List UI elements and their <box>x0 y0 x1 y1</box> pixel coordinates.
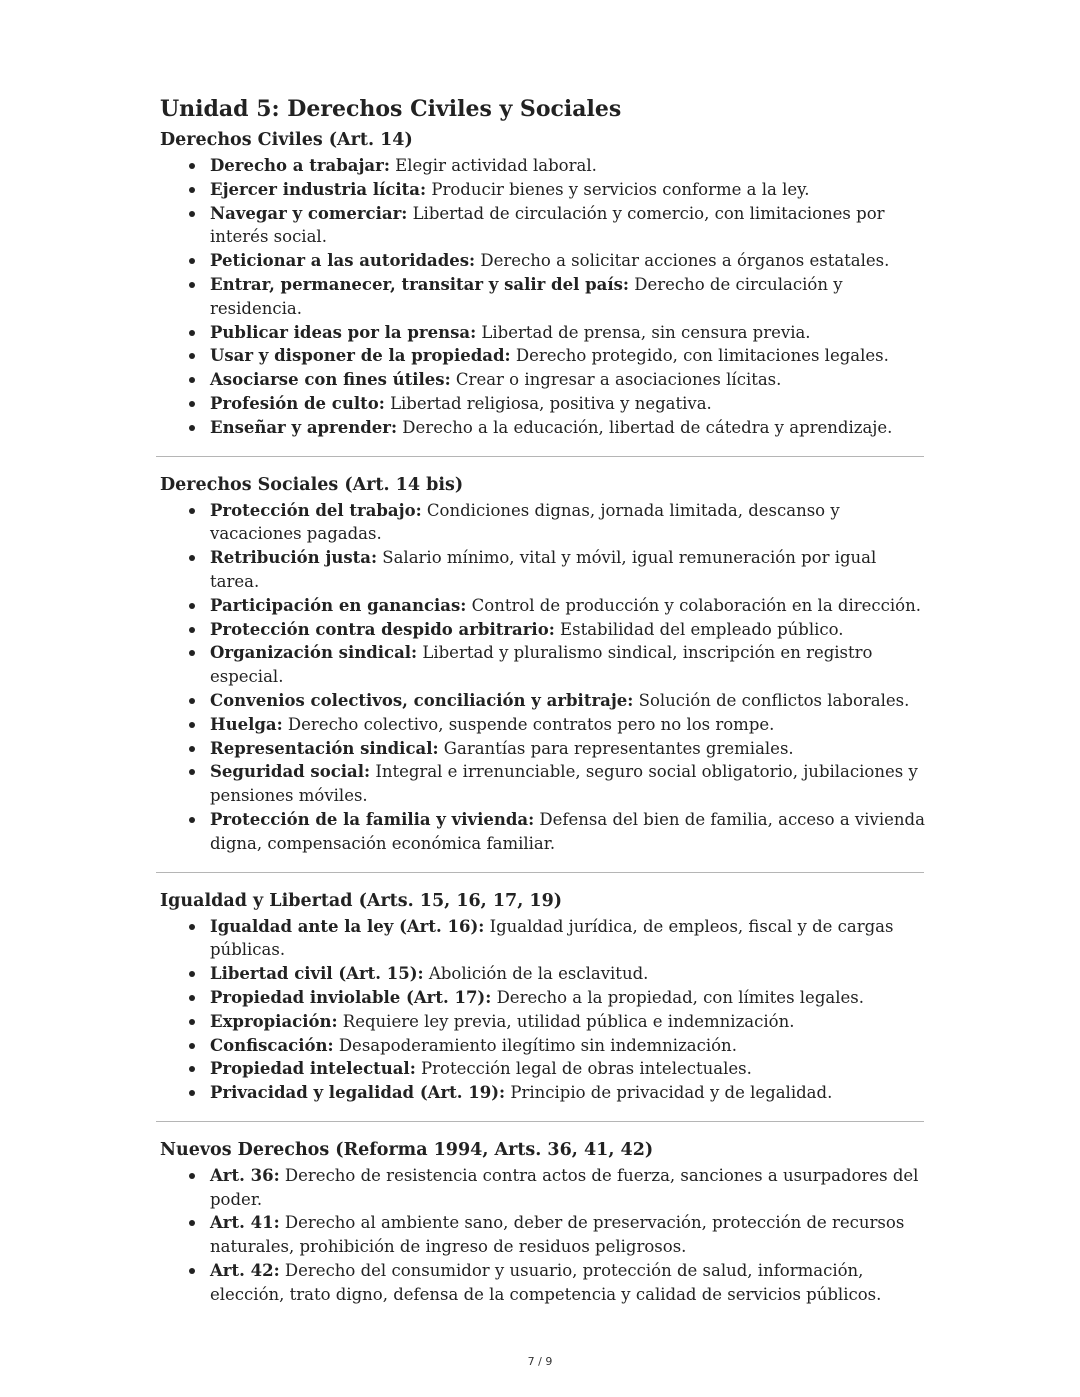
bullet-list <box>160 1164 930 1307</box>
item-text: Estabilidad del empleado público. <box>554 619 844 639</box>
bullet-list <box>160 915 930 1105</box>
item-text: Crear o ingresar a asociaciones lícitas. <box>450 370 782 390</box>
item-term: Organización sindical: <box>210 643 418 663</box>
item-term: Ejercer industria lícita: <box>210 179 427 199</box>
bullet-icon <box>189 377 195 383</box>
list-item <box>210 641 930 689</box>
item-text: Derecho a solicitar acciones a órganos estatales. <box>475 251 890 271</box>
item-text: Integral e irrenunciable, seguro social obligatorio, jubilaciones y pensiones móviles. <box>210 762 918 806</box>
section-divider <box>156 872 924 873</box>
bullet-icon <box>189 508 195 514</box>
item-text: Derecho a la educación, libertad de cátedra y aprendizaje. <box>397 417 893 437</box>
sections-container <box>160 128 930 1307</box>
item-text: Protección legal de obras intelectuales. <box>415 1059 752 1079</box>
bullet-icon <box>189 698 195 704</box>
list-item <box>210 249 930 273</box>
item-text: Requiere ley previa, utilidad pública e indemnización. <box>337 1011 795 1031</box>
bullet-icon <box>189 353 195 359</box>
bullet-icon <box>189 746 195 752</box>
item-term: Confiscación: <box>210 1035 334 1055</box>
item-term: Representación sindical: <box>210 738 439 758</box>
list-item <box>210 499 930 547</box>
item-text: Derecho al ambiente sano, deber de preservación, protección de recursos naturales, prohibición de ingreso de residuos peligrosos. <box>210 1213 905 1257</box>
bullet-icon <box>189 1090 195 1096</box>
item-term: Propiedad inviolable (Art. 17): <box>210 987 492 1007</box>
bullet-icon <box>189 258 195 264</box>
section-divider <box>156 1121 924 1122</box>
item-text: Desapoderamiento ilegítimo sin indemnización. <box>333 1035 737 1055</box>
list-item <box>210 273 930 321</box>
item-text: Derecho de resistencia contra actos de fuerza, sanciones a usurpadores del poder. <box>210 1165 919 1209</box>
bullet-icon <box>189 971 195 977</box>
page-number: 7 / 9 <box>527 1355 553 1368</box>
item-text: Abolición de la esclavitud. <box>423 964 649 984</box>
list-item <box>210 1081 930 1105</box>
item-term: Protección de la familia y vivienda: <box>210 809 535 829</box>
list-item <box>210 689 930 713</box>
list-item <box>210 713 930 737</box>
item-text: Defensa del bien de familia, acceso a vivienda digna, compensación económica familiar. <box>210 809 925 853</box>
bullet-icon <box>189 650 195 656</box>
item-text: Principio de privacidad y de legalidad. <box>505 1083 833 1103</box>
item-text: Libertad y pluralismo sindical, inscripción en registro especial. <box>210 643 873 687</box>
item-term: Seguridad social: <box>210 762 371 782</box>
bullet-icon <box>189 163 195 169</box>
bullet-icon <box>189 603 195 609</box>
item-text: Igualdad jurídica, de empleos, fiscal y de cargas públicas. <box>210 916 894 960</box>
bullet-icon <box>189 425 195 431</box>
item-term: Art. 42: <box>210 1261 280 1281</box>
item-text: Derecho a la propiedad, con límites legales. <box>491 987 864 1007</box>
bullet-icon <box>189 1268 195 1274</box>
item-term: Profesión de culto: <box>210 393 385 413</box>
item-text: Derecho de circulación y residencia. <box>210 274 843 318</box>
section-divider <box>156 456 924 457</box>
bullet-list <box>160 499 930 856</box>
section-title: Nuevos Derechos (Reforma 1994, Arts. 36, 41, 42) <box>160 1139 654 1160</box>
item-term: Libertad civil (Art. 15): <box>210 964 424 984</box>
section <box>160 128 930 440</box>
list-item <box>210 392 930 416</box>
item-term: Entrar, permanecer, transitar y salir del país: <box>210 274 629 294</box>
item-term: Enseñar y aprender: <box>210 417 398 437</box>
item-term: Huelga: <box>210 714 283 734</box>
list-item <box>210 154 930 178</box>
item-term: Expropiación: <box>210 1011 338 1031</box>
item-text: Garantías para representantes gremiales. <box>438 738 794 758</box>
bullet-icon <box>189 924 195 930</box>
item-term: Usar y disponer de la propiedad: <box>210 346 511 366</box>
item-text: Salario mínimo, vital y móvil, igual remuneración por igual tarea. <box>210 548 877 591</box>
item-text: Control de producción y colaboración en la dirección. <box>466 595 921 615</box>
list-item <box>210 1259 930 1307</box>
list-item <box>210 1057 930 1081</box>
item-term: Privacidad y legalidad (Art. 19): <box>210 1083 506 1103</box>
bullet-icon <box>189 995 195 1001</box>
bullet-list <box>160 154 930 440</box>
section-title: Derechos Sociales (Art. 14 bis) <box>160 474 464 495</box>
item-term: Peticionar a las autoridades: <box>210 251 476 271</box>
list-item <box>210 594 930 618</box>
item-text: Condiciones dignas, jornada limitada, descanso y vacaciones pagadas. <box>210 500 840 544</box>
section <box>160 889 930 1105</box>
bullet-icon <box>189 817 195 823</box>
list-item <box>210 986 930 1010</box>
item-term: Protección contra despido arbitrario: <box>210 619 555 639</box>
bullet-icon <box>189 1019 195 1025</box>
item-term: Art. 41: <box>210 1213 280 1233</box>
list-item <box>210 915 930 963</box>
list-item <box>210 1010 930 1034</box>
item-text: Derecho protegido, con limitaciones legales. <box>510 346 889 366</box>
item-text: Libertad de circulación y comercio, con limitaciones por interés social. <box>210 203 885 247</box>
list-item <box>210 368 930 392</box>
bullet-icon <box>189 1066 195 1072</box>
item-text: Derecho colectivo, suspende contratos pero no los rompe. <box>282 714 775 734</box>
item-term: Igualdad ante la ley (Art. 16): <box>210 916 485 936</box>
bullet-icon <box>189 211 195 217</box>
list-item <box>210 1164 930 1212</box>
section <box>160 473 930 856</box>
bullet-icon <box>189 1043 195 1049</box>
item-term: Propiedad intelectual: <box>210 1059 416 1079</box>
bullet-icon <box>189 722 195 728</box>
item-term: Art. 36: <box>210 1165 280 1185</box>
list-item <box>210 178 930 202</box>
item-text: Producir bienes y servicios conforme a la ley. <box>426 179 810 199</box>
bullet-icon <box>189 627 195 633</box>
list-item <box>210 546 930 594</box>
item-term: Derecho a trabajar: <box>210 156 390 175</box>
list-item <box>210 321 930 345</box>
list-item <box>210 737 930 761</box>
list-item <box>210 1034 930 1058</box>
item-term: Protección del trabajo: <box>210 500 422 520</box>
bullet-icon <box>189 1173 195 1179</box>
item-term: Convenios colectivos, conciliación y arbitraje: <box>210 690 634 710</box>
item-term: Publicar ideas por la prensa: <box>210 322 477 342</box>
item-text: Solución de conflictos laborales. <box>633 690 910 710</box>
item-term: Navegar y comerciar: <box>210 203 408 223</box>
item-text: Libertad de prensa, sin censura previa. <box>476 322 811 342</box>
unit-title: Unidad 5: Derechos Civiles y Sociales <box>160 96 622 122</box>
list-item <box>210 808 930 856</box>
list-item <box>210 618 930 642</box>
bullet-icon <box>189 401 195 407</box>
item-term: Participación en ganancias: <box>210 595 467 615</box>
item-text: Derecho del consumidor y usuario, protección de salud, información, elección, trato digno, defensa de la competencia y calidad de servicios públicos. <box>210 1261 882 1304</box>
list-item <box>210 416 930 440</box>
section <box>160 1138 930 1307</box>
section-title: Derechos Civiles (Art. 14) <box>160 130 413 150</box>
list-item <box>210 344 930 368</box>
section-title: Igualdad y Libertad (Arts. 15, 16, 17, 19) <box>160 890 563 911</box>
bullet-icon <box>189 187 195 193</box>
item-term: Asociarse con fines útiles: <box>210 370 451 390</box>
list-item <box>210 202 930 250</box>
bullet-icon <box>189 282 195 288</box>
bullet-icon <box>189 555 195 561</box>
item-term: Retribución justa: <box>210 548 378 568</box>
item-text: Libertad religiosa, positiva y negativa. <box>384 393 712 413</box>
bullet-icon <box>189 1220 195 1226</box>
bullet-icon <box>189 330 195 336</box>
document-page <box>160 94 930 1307</box>
list-item <box>210 1211 930 1259</box>
list-item <box>210 962 930 986</box>
list-item <box>210 760 930 808</box>
item-text: Elegir actividad laboral. <box>389 156 597 175</box>
bullet-icon <box>189 769 195 775</box>
